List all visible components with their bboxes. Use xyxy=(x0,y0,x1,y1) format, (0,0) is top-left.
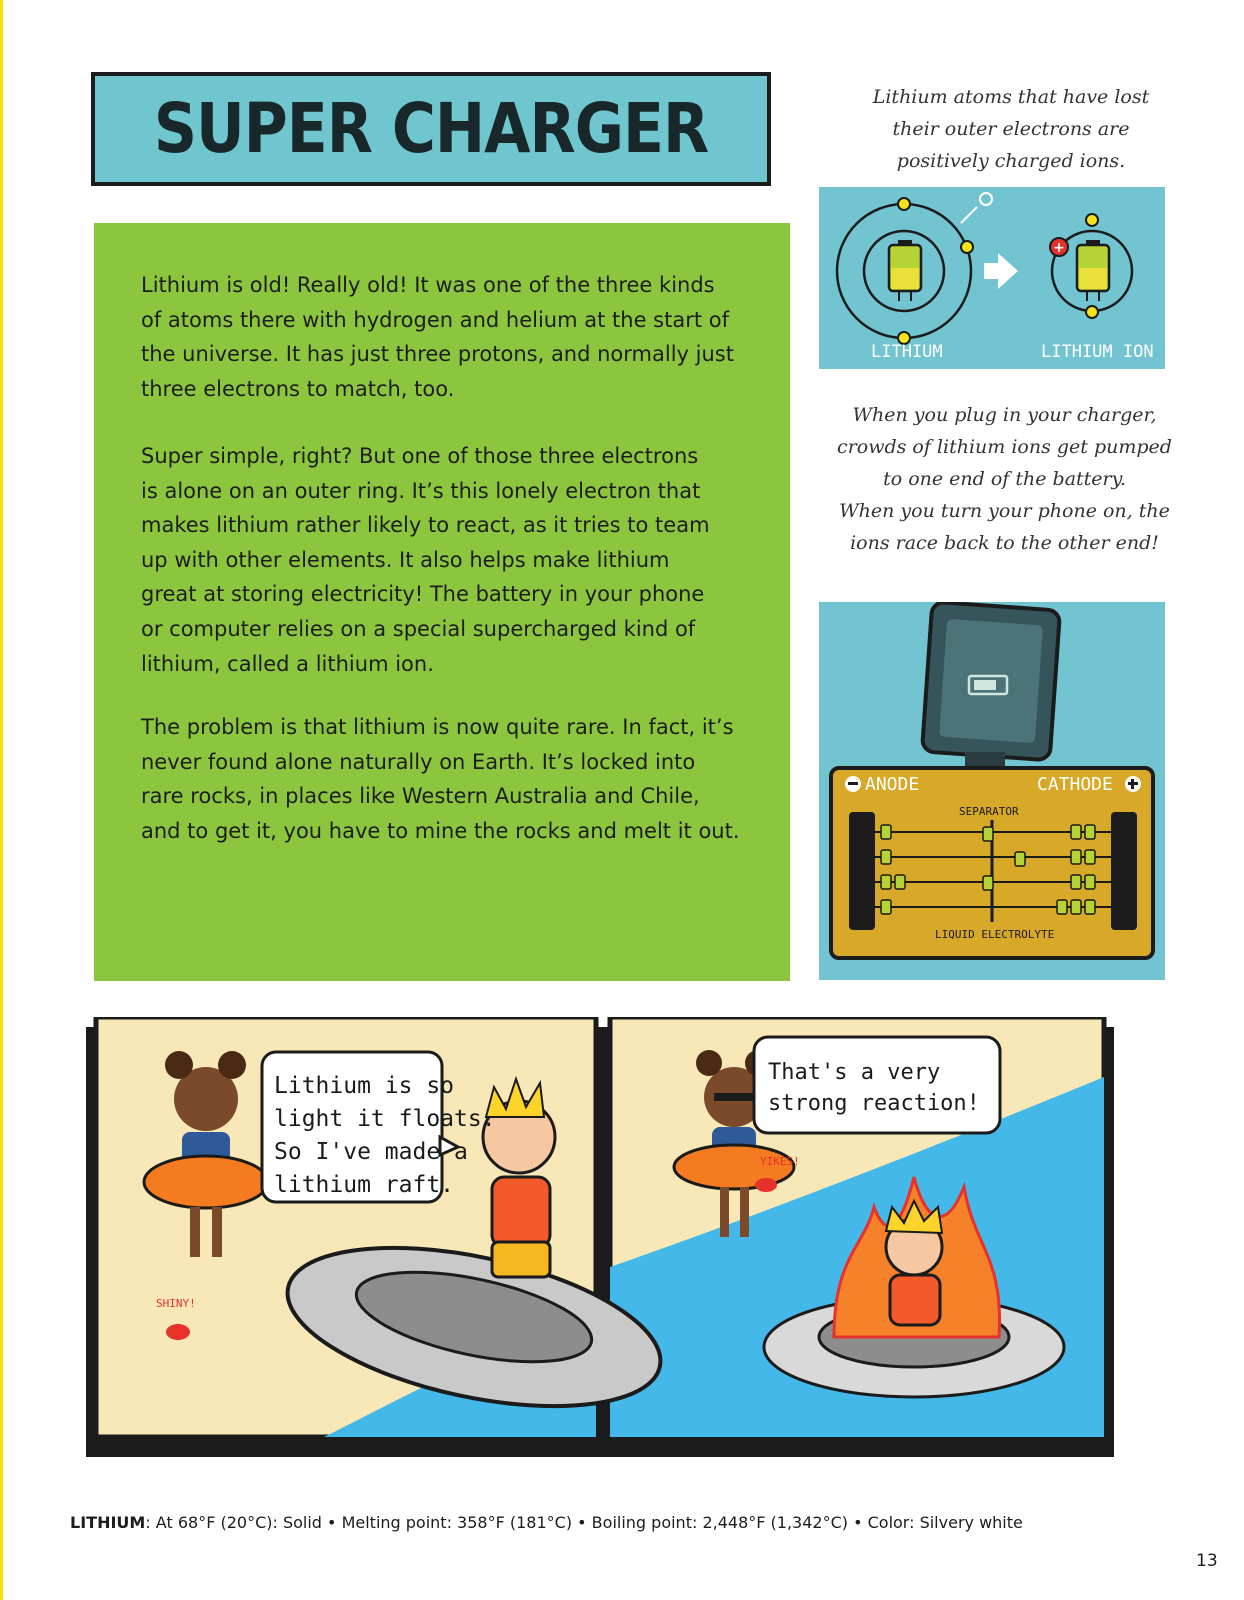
element-facts-text: : At 68°F (20°C): Solid • Melting point: 358°F (181°C) • Boiling point: 2,448°F (1,342°C) • Color: Silvery white xyxy=(145,1513,1023,1532)
caption-charger xyxy=(812,399,1197,559)
text-line: the universe. It has just three protons, and normally just xyxy=(141,342,734,367)
bubble-1-line: lithium raft. xyxy=(274,1172,455,1198)
text-line: up with other elements. It also helps make lithium xyxy=(141,547,670,572)
bubble-1-line: So I've made a xyxy=(274,1139,468,1165)
caption-line: ions race back to the other end! xyxy=(850,532,1159,554)
caption-line: to one end of the battery. xyxy=(883,468,1126,490)
text-line: rare rocks, in places like Western Australia and Chile, xyxy=(141,784,700,809)
battery-drawing xyxy=(819,602,1165,980)
text-line: Lithium is old! Really old! It was one of the three kinds xyxy=(141,273,715,297)
svg-text:+: + xyxy=(1053,240,1065,256)
bubble-1-line: light it floats. xyxy=(274,1106,496,1132)
text-line: never found alone naturally on Earth. It’s locked into xyxy=(141,749,696,774)
comic-drawing xyxy=(74,1017,1114,1457)
bubble-1-line: Lithium is so xyxy=(274,1073,455,1099)
caption-line: their outer electrons are xyxy=(892,118,1130,140)
lithium-label: LITHIUM xyxy=(871,342,943,362)
speech-bubble-2 xyxy=(754,1037,1000,1133)
page-number: 13 xyxy=(1196,1551,1218,1571)
paragraph-1 xyxy=(141,268,751,406)
text-line: of atoms there with hydrogen and helium at the start of xyxy=(141,307,729,332)
text-line: makes lithium rather likely to react, as it tries to team xyxy=(141,513,710,538)
bubble-2-line: strong reaction! xyxy=(768,1091,980,1116)
separator-label: SEPARATOR xyxy=(959,805,1019,818)
text-line: and to get it, you have to mine the rocks and melt it out. xyxy=(141,818,740,843)
text-line: great at storing electricity! The battery in your phone xyxy=(141,582,705,607)
title-box xyxy=(91,72,771,186)
text-line: three electrons to match, too. xyxy=(141,376,455,401)
electrolyte-label: LIQUID ELECTROLYTE xyxy=(935,928,1055,941)
caption-line: When you turn your phone on, the xyxy=(839,500,1170,522)
anode-label: ANODE xyxy=(865,774,920,795)
text-line: Super simple, right? But one of those three electrons xyxy=(141,444,699,468)
sfx-shiny: SHINY! xyxy=(156,1297,196,1310)
caption-line: When you plug in your charger, xyxy=(852,404,1157,426)
bubble-2-line: That's a very xyxy=(768,1060,941,1085)
battery-illustration xyxy=(819,602,1165,980)
cathode-label: CATHODE xyxy=(1037,774,1113,795)
text-line: lithium, called a lithium ion. xyxy=(141,651,434,676)
element-name: LITHIUM xyxy=(70,1513,146,1532)
element-facts xyxy=(70,1513,1023,1532)
caption-line: crowds of lithium ions get pumped xyxy=(837,436,1172,458)
sfx-yikes: YIKES! xyxy=(760,1155,800,1168)
atom-illustration xyxy=(819,187,1165,369)
main-text-panel xyxy=(94,223,790,981)
paragraph-3 xyxy=(141,710,751,848)
atom-drawing xyxy=(819,187,1165,369)
paragraph-2 xyxy=(141,439,751,681)
lithium-ion-label: LITHIUM ION xyxy=(1041,342,1154,362)
text-line: The problem is that lithium is now quite rare. In fact, it’s xyxy=(141,715,734,739)
page-title: SUPER CHARGER xyxy=(153,88,709,170)
page-edge xyxy=(0,0,3,1600)
caption-line: positively charged ions. xyxy=(896,150,1126,172)
caption-line: Lithium atoms that have lost xyxy=(872,86,1150,108)
caption-ions xyxy=(826,81,1196,177)
text-line: is alone on an outer ring. It’s this lonely electron that xyxy=(141,478,701,503)
comic-strip xyxy=(74,1017,1114,1457)
text-line: or computer relies on a special supercharged kind of xyxy=(141,616,696,641)
